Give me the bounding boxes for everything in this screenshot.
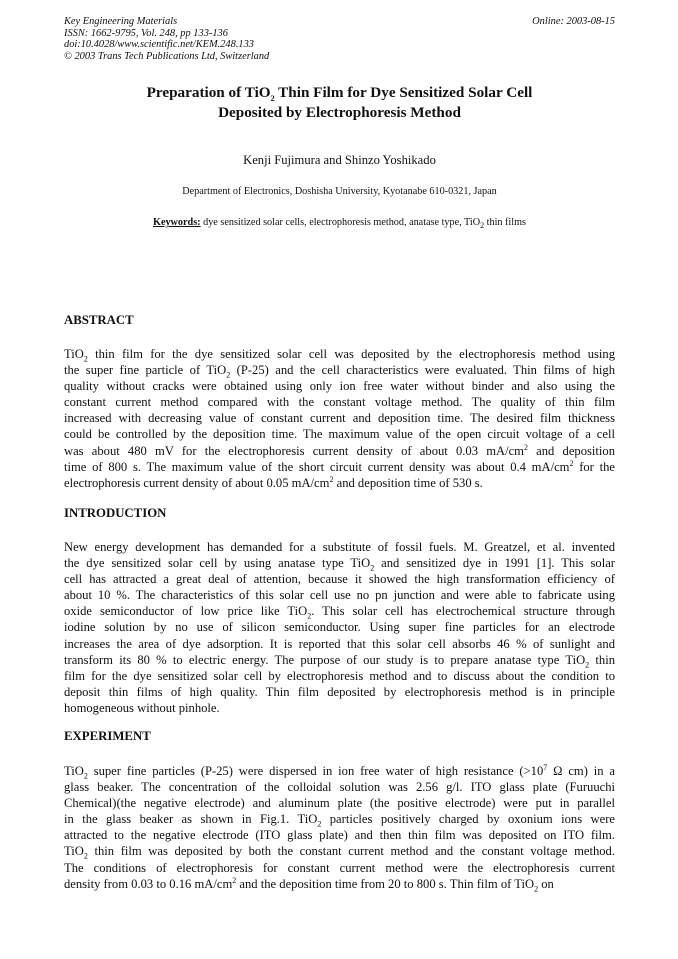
text-line: quality without cracks were obtained using only ion free water without binder and also using the	[64, 379, 615, 394]
title-line-1: Preparation of TiO$_2$ Thin Film for Dye Sensitized Solar Cell	[146, 84, 533, 104]
text-line: could be controlled by the deposition time. The maximum value of the open circuit voltage of a cell	[64, 427, 615, 442]
paper-title	[64, 83, 615, 123]
copyright: © 2003 Trans Tech Publications Ltd, Switzerland	[64, 50, 270, 62]
text-line: increases the area of dye adsorption. It is reported that this solar cell absorbs 46 % of sunlight and	[64, 636, 615, 651]
introduction-body	[64, 539, 615, 716]
abstract-body	[64, 346, 615, 491]
journal-name: Key Engineering Materials	[64, 16, 178, 27]
text-line: electrophoresis current density of about 0.05 $mA/cm^2$ and deposition time of 530 s.	[64, 474, 483, 490]
authors: Kenji Fujimura and Shinzo Yoshikado	[243, 153, 436, 167]
issn: ISSN: 1662-9795, Vol. 248, pp 133-136	[64, 27, 228, 39]
online-date: Online: 2003-08-15	[532, 16, 615, 27]
text-line: homogeneous without pinhole.	[64, 700, 220, 715]
journal-header	[64, 16, 615, 62]
text-line: iodine solution by no use of silicon semiconductor. Using super fine particles for an electrode	[64, 620, 615, 635]
text-line: deposit thin films of high quality. Thin film deposited by electrophoresis method is in principle	[64, 684, 615, 699]
affiliation: Department of Electronics, Doshisha University, Kyotanabe 610-0321, Japan	[182, 186, 497, 197]
experiment-heading: EXPERIMENT	[64, 729, 151, 743]
experiment-body	[64, 763, 615, 892]
text-line: New energy development has demanded for a substitute of fossil fuels. M. Greatzel, et al. invented	[64, 540, 615, 554]
text-line: time of 800 s. The maximum value of the short circuit current density was about 0.4 $mA/cm^2$ for the	[64, 458, 615, 474]
text-line: was about 480 mV for the electrophoresis current density of about 0.03 $mA/cm^2$ and deposition	[64, 442, 615, 458]
text-line: oxide semiconductor of low price like TiO$_2$. This solar cell has electrochemical structure through	[64, 604, 615, 621]
text-line: the super fine particle of TiO$_2$ (P-25) and the cell characteristics were evaluated. Thin films of high	[64, 363, 615, 380]
title-line-2: Deposited by Electrophoresis Method	[218, 104, 461, 121]
keywords-label: Keywords:	[153, 217, 201, 228]
text-line: increased with decreasing value of constant current and deposition time. The desired film thickness	[64, 411, 615, 426]
doi: doi:10.4028/www.scientific.net/KEM.248.133	[64, 39, 254, 51]
text-line: about 10 %. The characteristics of this solar cell use no pn junction and were able to fabricate using	[64, 588, 615, 603]
text-line: transform its 80 % to electric energy. The purpose of our study is to prepare anatase type TiO$_2$ thin	[64, 652, 615, 670]
text-line: attracted to the negative electrode (ITO glass plate) and then thin film was deposited on ITO film.	[64, 828, 615, 843]
text-line: TiO$_2$ super fine particles (P-25) were dispersed in ion free water of high resistance ($>10^7$ Ω cm) in a	[64, 762, 615, 781]
text-line: The conditions of electrophoresis for constant current method were the electrophoresis current	[64, 860, 615, 875]
text-line: the dye sensitized solar cell by using anatase type TiO$_2$ and sensitized dye in 1991 [1]. This solar	[64, 556, 615, 573]
text-line: in the glass beaker as shown in Fig.1. TiO$_2$ particles positively charged by oxonium ions were	[64, 812, 615, 829]
text-line: TiO$_2$ thin film for the dye sensitized solar cell was deposited by the electrophoresis method using	[64, 347, 615, 364]
text-line: Chemical)(the negative electrode) and aluminum plate (the positive electrode) were put in parallel	[64, 796, 615, 811]
introduction-heading: INTRODUCTION	[64, 506, 167, 520]
text-line: TiO$_2$ thin film was deposited by both the constant current method and the constant voltage method.	[64, 844, 615, 861]
keywords: Keywords: dye sensitized solar cells, electrophoresis method, anatase type, TiO$_2$ thin films	[153, 217, 526, 231]
text-line: density from 0.03 to 0.16 $mA/cm^2$ and the deposition time from 20 to 800 s. Thin film of TiO$_2$ on	[64, 875, 554, 894]
text-line: film for the dye sensitized solar cell by electrophoresis method and to discuss about the condition to	[64, 668, 615, 683]
text-line: glass beaker. The concentration of the colloidal solution was 2.56 g/l. ITO glass plate (Furuuchi	[64, 780, 615, 795]
text-line: cell has attracted a great deal of attention, because it showed the high transformation efficiency of	[64, 572, 615, 587]
abstract-heading: ABSTRACT	[64, 313, 134, 327]
text-line: constant current method compared with the constant voltage method. The quality of thin film	[64, 395, 615, 410]
